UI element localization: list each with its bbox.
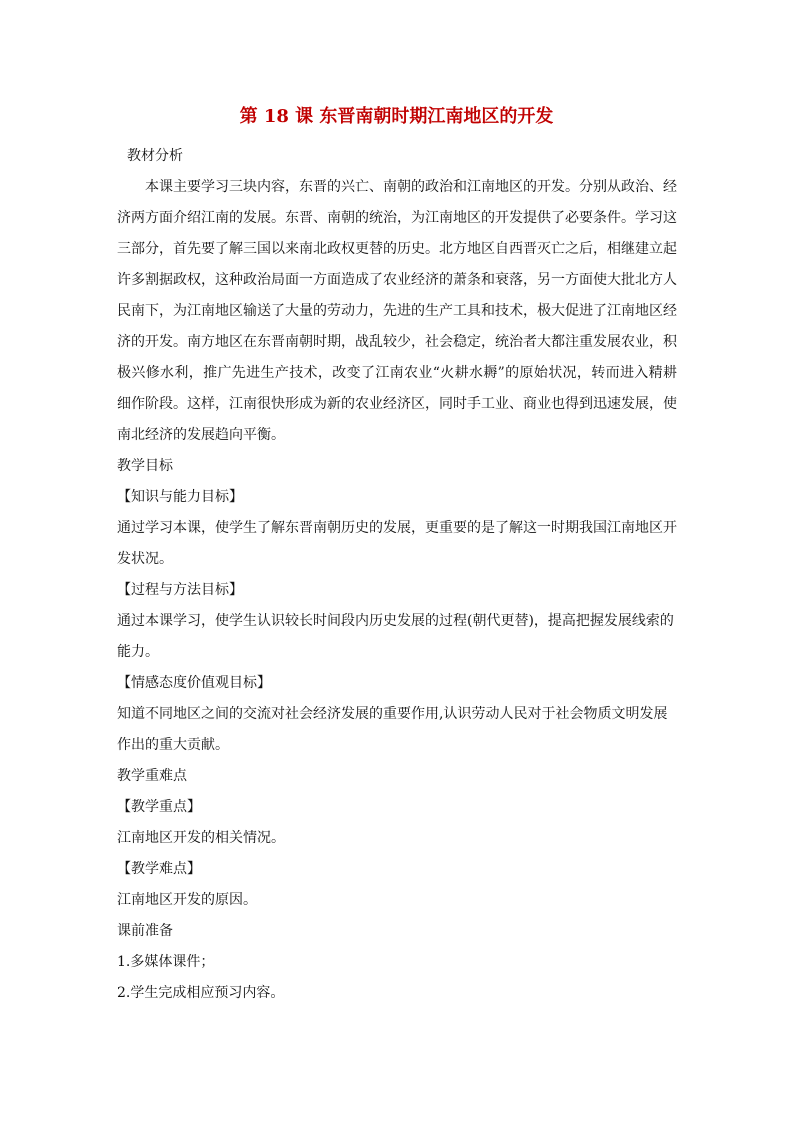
- key-point-text: 江南地区开发的相关情况。: [117, 830, 285, 846]
- section-heading-preparation: 课前准备: [117, 923, 173, 939]
- goal-process-heading: 【过程与方法目标】: [117, 582, 243, 598]
- document-body: [117, 141, 677, 1009]
- section-heading-textbook-analysis: 教材分析: [127, 148, 183, 164]
- prep-item: 1.多媒体课件；: [117, 954, 215, 970]
- section-heading-key-difficult: 教学重难点: [117, 768, 187, 784]
- difficult-point-heading: 【教学难点】: [117, 861, 201, 877]
- goal-knowledge-text: 通过学习本课，使学生了解东晋南朝历史的发展，更重要的是了解这一时期我国江南地区开发状况。: [117, 520, 677, 567]
- difficult-point-text: 江南地区开发的原因。: [117, 892, 257, 908]
- goal-knowledge-heading: 【知识与能力目标】: [117, 489, 243, 505]
- prep-item: 2.学生完成相应预习内容。: [117, 985, 285, 1001]
- lesson-title: 第 18 课 东晋南朝时期江南地区的开发: [239, 106, 554, 127]
- key-point-heading: 【教学重点】: [117, 799, 201, 815]
- section-heading-teaching-goals: 教学目标: [117, 458, 173, 474]
- goal-emotion-text: 知道不同地区之间的交流对社会经济发展的重要作用,认识劳动人民对于社会物质文明发展作出的重大贡献。: [117, 706, 668, 753]
- textbook-analysis-paragraph: 本课主要学习三块内容，东晋的兴亡、南朝的政治和江南地区的开发。分别从政治、经济两方面介绍江南的发展。东晋、南朝的统治，为江南地区的开发提供了必要条件。学习这三部分，首先要了解三国以来南北政权更替的历史。北方地区自西晋灭亡之后，相继建立起许多割据政权，这种政治局面一方面造成了农业经济的萧条和衰落，另一方面使大批北方人民南下，为江南地区输送了大量的劳动力，先进的生产工具和技术，极大促进了江南地区经济的开发。南方地区在东晋南朝时期，战乱较少，社会稳定，统治者大都注重发展农业，积极兴修水利，推广先进生产技术，改变了江南农业“火耕水耨”的原始状况，转而进入精耕细作阶段。这样，江南很快形成为新的农业经济区，同时手工业、商业也得到迅速发展，使南北经济的发展趋向平衡。: [117, 179, 677, 443]
- goal-process-text: 通过本课学习，使学生认识较长时间段内历史发展的过程(朝代更替)，提高把握发展线索的能力。: [117, 613, 674, 660]
- goal-emotion-heading: 【情感态度价值观目标】: [117, 675, 271, 691]
